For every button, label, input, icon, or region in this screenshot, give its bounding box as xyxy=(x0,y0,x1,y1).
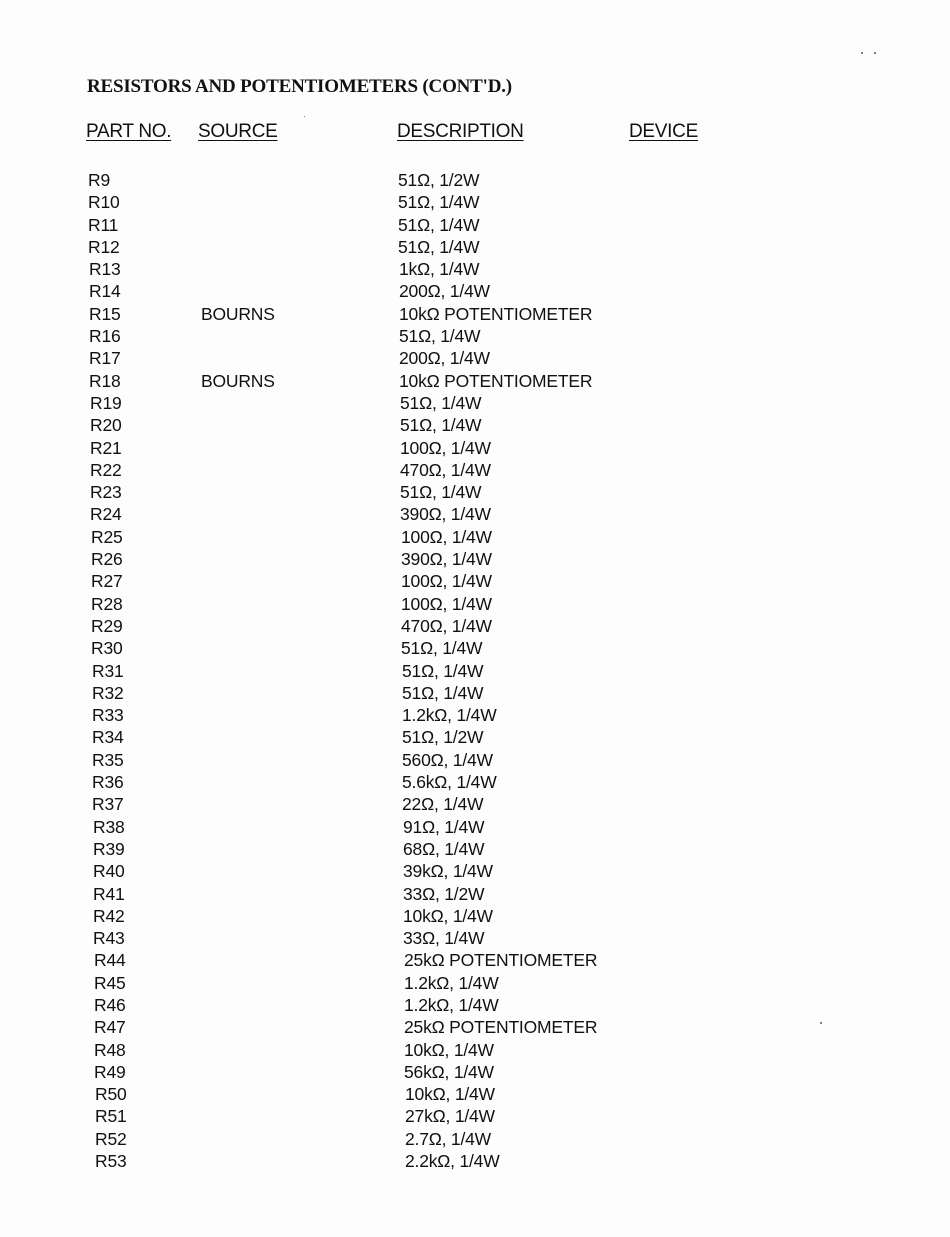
description-cell: 10kΩ POTENTIOMETER xyxy=(399,303,593,324)
description-cell: 68Ω, 1/4W xyxy=(403,838,485,859)
description-cell: 470Ω, 1/4W xyxy=(401,615,492,636)
part-number-cell: R9 xyxy=(88,170,110,190)
part-number-cell: R48 xyxy=(94,1039,126,1060)
source-cell: BOURNS xyxy=(201,370,275,391)
description-cell: 33Ω, 1/4W xyxy=(403,928,485,949)
table-row xyxy=(0,258,950,280)
scan-speck xyxy=(861,52,863,54)
part-number-cell: R22 xyxy=(90,459,122,480)
table-row xyxy=(0,793,950,815)
table-row xyxy=(0,972,950,994)
scan-speck xyxy=(304,116,305,117)
description-cell: 1.2kΩ, 1/4W xyxy=(404,972,499,993)
part-number-cell: R10 xyxy=(88,192,120,213)
part-number-cell: R15 xyxy=(89,303,121,324)
description-cell: 51Ω, 1/4W xyxy=(401,638,483,659)
description-cell: 56kΩ, 1/4W xyxy=(404,1061,494,1082)
description-cell: 1.2kΩ, 1/4W xyxy=(402,705,497,726)
part-number-cell: R12 xyxy=(88,236,120,257)
table-row xyxy=(0,325,950,347)
table-row xyxy=(0,860,950,882)
table-row xyxy=(0,437,950,459)
table-row xyxy=(0,994,950,1016)
part-number-cell: R40 xyxy=(93,861,125,882)
description-cell: 27kΩ, 1/4W xyxy=(405,1106,495,1127)
table-row xyxy=(0,503,950,525)
part-number-cell: R38 xyxy=(93,816,125,837)
table-row xyxy=(0,704,950,726)
part-number-cell: R33 xyxy=(92,705,124,726)
description-cell: 2.7Ω, 1/4W xyxy=(405,1128,491,1149)
description-cell: 51Ω, 1/4W xyxy=(402,682,484,703)
part-number-cell: R14 xyxy=(89,281,121,302)
table-row xyxy=(0,927,950,949)
table-row xyxy=(0,615,950,637)
description-cell: 51Ω, 1/4W xyxy=(398,192,480,213)
table-row xyxy=(0,236,950,258)
part-number-cell: R41 xyxy=(93,883,125,904)
part-number-cell: R11 xyxy=(88,214,119,235)
description-cell: 10kΩ POTENTIOMETER xyxy=(399,370,593,391)
part-number-cell: R18 xyxy=(89,370,121,391)
part-number-cell: R17 xyxy=(89,348,121,369)
description-cell: 10kΩ, 1/4W xyxy=(405,1084,495,1105)
table-row xyxy=(0,749,950,771)
part-number-cell: R25 xyxy=(91,526,123,547)
table-row xyxy=(0,637,950,659)
table-row xyxy=(0,1016,950,1038)
table-row xyxy=(0,905,950,927)
part-number-cell: R49 xyxy=(94,1061,126,1082)
part-number-cell: R43 xyxy=(93,928,125,949)
description-cell: 22Ω, 1/4W xyxy=(402,794,484,815)
part-number-cell: R42 xyxy=(93,905,125,926)
description-cell: 51Ω, 1/4W xyxy=(400,482,482,503)
part-number-cell: R52 xyxy=(95,1128,127,1149)
part-number-cell: R32 xyxy=(92,682,124,703)
description-cell: 25kΩ POTENTIOMETER xyxy=(404,950,598,971)
scan-speck xyxy=(874,52,876,54)
table-row xyxy=(0,392,950,414)
part-number-cell: R26 xyxy=(91,549,123,570)
part-number-cell: R47 xyxy=(94,1017,126,1038)
part-number-cell: R31 xyxy=(92,660,124,681)
part-number-cell: R34 xyxy=(92,727,124,748)
table-row xyxy=(0,459,950,481)
part-number-cell: R28 xyxy=(91,593,123,614)
table-row xyxy=(0,949,950,971)
description-cell: 51Ω, 1/4W xyxy=(400,392,482,413)
table-row xyxy=(0,191,950,213)
table-row xyxy=(0,370,950,392)
table-row xyxy=(0,280,950,302)
description-cell: 51Ω, 1/4W xyxy=(399,326,481,347)
table-header xyxy=(0,121,950,147)
column-header-description: DESCRIPTION xyxy=(397,121,524,142)
description-cell: 33Ω, 1/2W xyxy=(403,883,485,904)
parts-table-body xyxy=(0,169,950,1172)
table-row xyxy=(0,771,950,793)
description-cell: 51Ω, 1/4W xyxy=(398,236,480,257)
description-cell: 1.2kΩ, 1/4W xyxy=(404,994,499,1015)
table-row xyxy=(0,816,950,838)
part-number-cell: R13 xyxy=(89,259,121,280)
part-number-cell: R16 xyxy=(89,326,121,347)
table-row xyxy=(0,883,950,905)
description-cell: 2.2kΩ, 1/4W xyxy=(405,1151,500,1172)
description-cell: 5.6kΩ, 1/4W xyxy=(402,772,497,793)
table-row xyxy=(0,481,950,503)
table-row xyxy=(0,1061,950,1083)
table-row xyxy=(0,169,950,191)
table-row xyxy=(0,593,950,615)
part-number-cell: R20 xyxy=(90,415,122,436)
table-row xyxy=(0,660,950,682)
table-row xyxy=(0,548,950,570)
description-cell: 1kΩ, 1/4W xyxy=(399,259,480,280)
column-header-part-no: PART NO. xyxy=(86,121,172,142)
part-number-cell: R30 xyxy=(91,638,123,659)
part-number-cell: R39 xyxy=(93,838,125,859)
part-number-cell: R27 xyxy=(91,571,123,592)
description-cell: 470Ω, 1/4W xyxy=(400,459,491,480)
part-number-cell: R53 xyxy=(95,1151,127,1172)
part-number-cell: R44 xyxy=(94,950,126,971)
table-row xyxy=(0,1150,950,1172)
description-cell: 390Ω, 1/4W xyxy=(400,504,491,525)
table-row xyxy=(0,1083,950,1105)
part-number-cell: R45 xyxy=(94,972,126,993)
table-row xyxy=(0,682,950,704)
part-number-cell: R29 xyxy=(91,615,123,636)
table-row xyxy=(0,414,950,436)
table-row xyxy=(0,526,950,548)
description-cell: 51Ω, 1/2W xyxy=(402,727,484,748)
column-header-device: DEVICE xyxy=(629,121,698,142)
description-cell: 390Ω, 1/4W xyxy=(401,549,492,570)
table-row xyxy=(0,1128,950,1150)
part-number-cell: R37 xyxy=(92,794,124,815)
description-cell: 200Ω, 1/4W xyxy=(399,348,490,369)
part-number-cell: R24 xyxy=(90,504,122,525)
table-row xyxy=(0,303,950,325)
description-cell: 100Ω, 1/4W xyxy=(401,526,492,547)
description-cell: 100Ω, 1/4W xyxy=(400,437,491,458)
description-cell: 560Ω, 1/4W xyxy=(402,749,493,770)
part-number-cell: R21 xyxy=(90,437,122,458)
table-row xyxy=(0,570,950,592)
table-row xyxy=(0,214,950,236)
page-title: RESISTORS AND POTENTIOMETERS (CONT'D.) xyxy=(87,76,512,97)
part-number-cell: R19 xyxy=(90,392,122,413)
description-cell: 10kΩ, 1/4W xyxy=(403,905,493,926)
part-number-cell: R46 xyxy=(94,994,126,1015)
description-cell: 51Ω, 1/2W xyxy=(398,170,480,190)
table-row xyxy=(0,838,950,860)
description-cell: 10kΩ, 1/4W xyxy=(404,1039,494,1060)
part-number-cell: R23 xyxy=(90,482,122,503)
source-cell: BOURNS xyxy=(201,303,275,324)
description-cell: 51Ω, 1/4W xyxy=(400,415,482,436)
part-number-cell: R50 xyxy=(95,1084,127,1105)
part-number-cell: R36 xyxy=(92,772,124,793)
description-cell: 25kΩ POTENTIOMETER xyxy=(404,1017,598,1038)
description-cell: 51Ω, 1/4W xyxy=(398,214,480,235)
table-row xyxy=(0,1105,950,1127)
description-cell: 39kΩ, 1/4W xyxy=(403,861,493,882)
description-cell: 200Ω, 1/4W xyxy=(399,281,490,302)
scan-speck xyxy=(820,1022,822,1024)
table-row xyxy=(0,347,950,369)
table-row xyxy=(0,1039,950,1061)
part-number-cell: R51 xyxy=(95,1106,127,1127)
description-cell: 100Ω, 1/4W xyxy=(401,571,492,592)
table-row xyxy=(0,726,950,748)
description-cell: 91Ω, 1/4W xyxy=(403,816,485,837)
part-number-cell: R35 xyxy=(92,749,124,770)
description-cell: 51Ω, 1/4W xyxy=(402,660,484,681)
description-cell: 100Ω, 1/4W xyxy=(401,593,492,614)
column-header-source: SOURCE xyxy=(198,121,278,142)
